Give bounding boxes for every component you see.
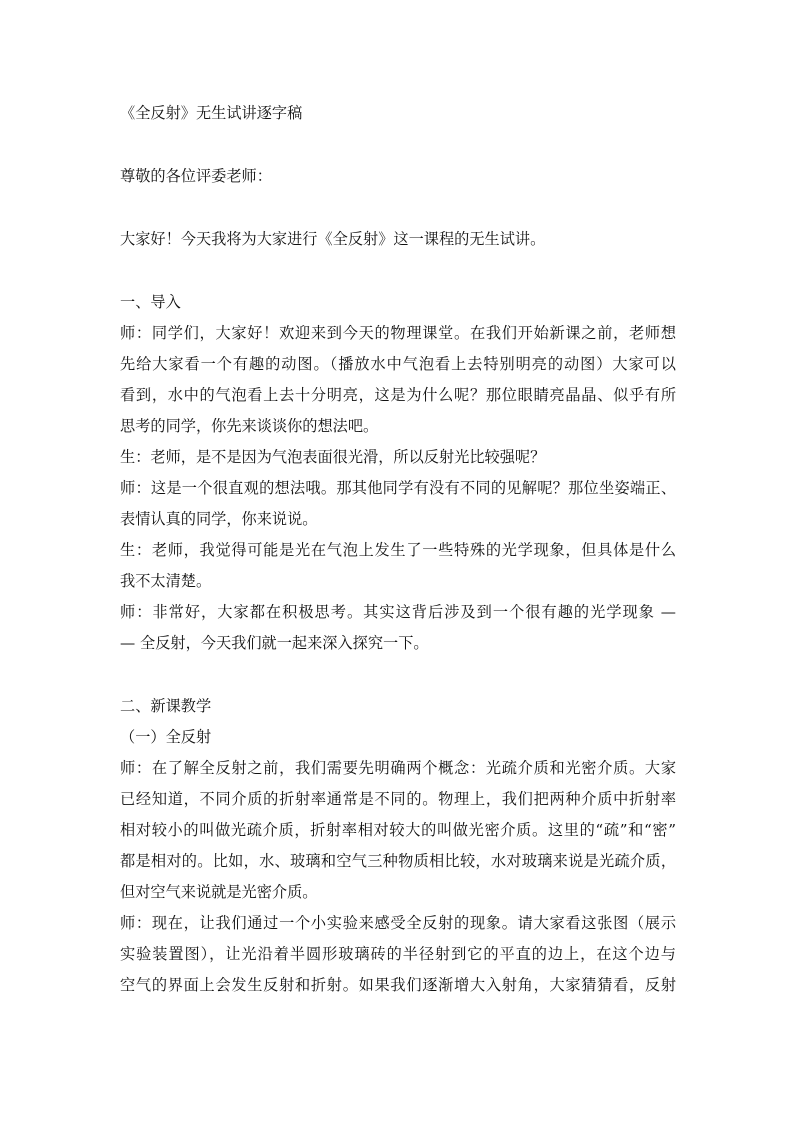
- paragraph-line: 师：这是一个很直观的想法哦。那其他同学有没有不同的见解呢？那位坐姿端正、: [120, 479, 676, 497]
- paragraph-line: 生：老师，是不是因为气泡表面很光滑，所以反射光比较强呢？: [120, 448, 546, 466]
- paragraph-line: 表情认真的同学，你来说说。: [120, 510, 318, 528]
- subsection-heading: （一）全反射: [120, 728, 212, 746]
- section-heading-intro: 一、导入: [120, 293, 181, 311]
- paragraph-line: 师：在了解全反射之前，我们需要先明确两个概念：光疏介质和光密介质。大家: [120, 759, 676, 777]
- paragraph-line: 思考的同学，你先来谈谈你的想法吧。: [120, 417, 379, 435]
- document-title: 《全反射》无生试讲逐字稿: [120, 104, 303, 122]
- paragraph-line: 我不太清楚。: [120, 572, 212, 590]
- paragraph-line: 但对空气来说就是光密介质。: [120, 883, 318, 901]
- paragraph-line: 相对较小的叫做光疏介质，折射率相对较大的叫做光密介质。这里的“疏”和“密”: [120, 821, 676, 839]
- paragraph-line: 看到，水中的气泡看上去十分明亮，这是为什么呢？那位眼睛亮晶晶、似乎有所: [120, 386, 676, 404]
- paragraph-line: 都是相对的。比如，水、玻璃和空气三种物质相比较，水对玻璃来说是光疏介质，: [120, 852, 676, 870]
- opening-paragraph: 大家好！今天我将为大家进行《全反射》这一课程的无生试讲。: [120, 230, 546, 248]
- paragraph-line: 生：老师，我觉得可能是光在气泡上发生了一些特殊的光学现象，但具体是什么: [120, 541, 676, 559]
- paragraph-line: 实验装置图），让光沿着半圆形玻璃砖的半径射到它的平直的边上，在这个边与: [120, 945, 676, 963]
- paragraph-line: 空气的界面上会发生反射和折射。如果我们逐渐增大入射角，大家猜猜看，反射: [120, 976, 676, 994]
- paragraph-line: 师：同学们，大家好！欢迎来到今天的物理课堂。在我们开始新课之前，老师想: [120, 324, 676, 342]
- paragraph-line: 师：现在，让我们通过一个小实验来感受全反射的现象。请大家看这张图（展示: [120, 914, 676, 932]
- paragraph-line: 先给大家看一个有趣的动图。（播放水中气泡看上去特别明亮的动图）大家可以: [120, 355, 676, 373]
- paragraph-line: 已经知道，不同介质的折射率通常是不同的。物理上，我们把两种介质中折射率: [120, 790, 676, 808]
- section-heading-new-lesson: 二、新课教学: [120, 697, 212, 715]
- paragraph-line: 师：非常好，大家都在积极思考。其实这背后涉及到一个很有趣的光学现象 —: [120, 603, 676, 621]
- salutation: 尊敬的各位评委老师：: [120, 167, 272, 185]
- paragraph-line: — 全反射，今天我们就一起来深入探究一下。: [120, 634, 429, 652]
